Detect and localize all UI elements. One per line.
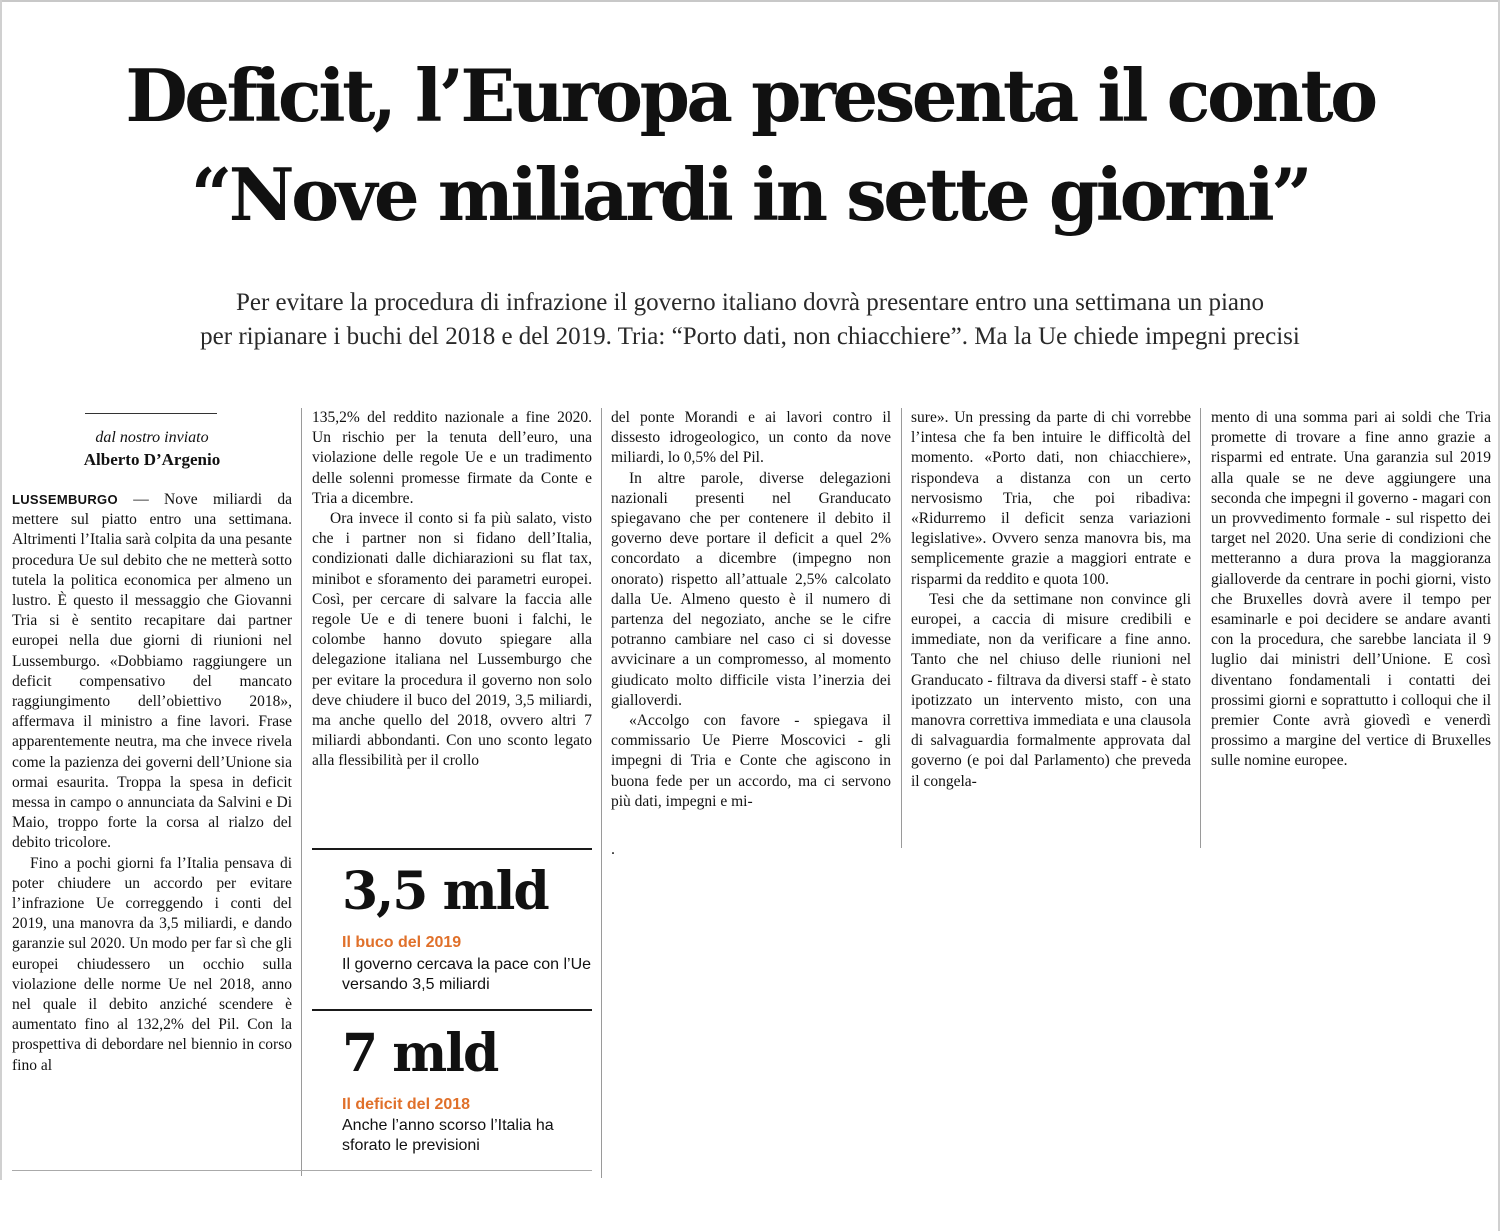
article-paragraph: del ponte Morandi e ai lavori contro il dissesto idrogeologico, un conto da nove miliardi, lo 0,5% del Pil. (611, 409, 891, 467)
article-paragraph: sure». Un pressing da parte di chi vorrebbe l’intesa che fa ben intuire le difficoltà del momento. «Porto dati, non chiacchiere», rispondeva a distanza con un certo nervosismo Tria, che poi ribadiva: «Ridurremo il deficit senza variazioni legislative». Ovvero senza manovra bis, ma semplicemente grazie a maggiori entrate e risparmi da reddito e quota 100. (911, 409, 1191, 588)
factbox-description: Il governo cercava la pace con l’Ue versando 3,5 miliardi (342, 956, 592, 993)
article-column-4 (911, 408, 1191, 792)
headline-line-2: “Nove miliardi in sette giorni” (190, 152, 1310, 237)
factbox-rule (312, 1009, 592, 1011)
article-paragraph: In altre parole, diverse delegazioni nazionali presenti nel Granducato spiegavano che per contenere il debito il governo deve portare il deficit a quel 2% concordato a dicembre (impegno non onorato) rispetto all’attuale 2,5% calcolato dalla Ue. Almeno questo è il numero di partenza del negoziato, anche se le cifre potranno cambiare nel caso ci si dovesse avvicinare a un compromesso, al momento giudicato molto difficile vista l’inerzia dei gialloverdi. (611, 469, 891, 709)
subhead-line-2: per ripianare i buchi del 2018 e del 2019. Tria: “Porto dati, non chiacchiere”. Ma la Ue chiede impegni precisi (200, 323, 1300, 350)
article-paragraph: mento di una somma pari ai soldi che Tria promette di trovare a fine anno grazie a risparmi ed entrate. Una garanzia sul 2019 alla quale se ne deve aggiungere una seconda che impegni il governo - magari con un provvedimento formale - sul rispetto dei target nel 2020. Una serie di condizioni che metteranno a dura prova la maggioranza gialloverde da centrare in pochi giorni, visto che Bruxelles dovrà avere il tempo per esaminarle e poi decidere se andare avanti con la procedura, che sarebbe lanciata il 9 luglio dai ministri dell’Unione. E così diventano fondamentali i contatti dei prossimi giorni e soprattutto i colloqui che il premier Conte avrà giovedì e venerdì prossimo a margine del vertice di Bruxelles sulle nomine europee. (1211, 409, 1491, 770)
headline-line-1: Deficit, l’Europa presenta il conto (125, 53, 1375, 138)
factbox-figure: 7 mld (342, 1023, 498, 1084)
article-paragraph: Ora invece il conto si fa più salato, visto che i partner non si fidano dell’Italia, condizionati dalle dichiarazioni su flat tax, minibot e sforamento dei parametri europei. Così, per cercare di salvare la faccia alle regole Ue e di tenere buoni i falchi, le colombe hanno dovuto spiegare alla delegazione italiana nel Lussemburgo che per evitare la procedura il governo non solo deve chiudere il buco del 2019, 3,5 miliardi, ma anche quello del 2018, ovvero altri 7 miliardi abbondanti. Con uno sconto legato alla flessibilità per il crollo (312, 510, 592, 770)
byline-prefix: dal nostro inviato (95, 429, 209, 446)
frame-top-border (0, 0, 1500, 2)
bottom-rule (12, 1170, 592, 1171)
article-column-2 (312, 408, 592, 772)
subhead-line-1: Per evitare la procedura di infrazione il governo italiano dovrà presentare entro una settimana un piano (235, 289, 1265, 316)
article-paragraph: Fino a pochi giorni fa l’Italia pensava di poter chiudere un accordo per evitare l’infrazione Ue correggendo i conti del 2019, una manovra da 3,5 miliardi, e dando garanzie sul 2020. Un modo per far sì che gli europei chiudessero un occhio sulla violazione delle norme Ue nel 2018, anno nel quale il debito anziché scendere è aumentato fino al 132,2% del Pil. Con la prospettiva di debordare nel biennio in corso fino al (12, 854, 292, 1074)
article-paragraph: 135,2% del reddito nazionale a fine 2020. Un rischio per la tenuta dell’euro, una violazione delle regole Ue e un tradimento delle solenni promesse firmate da Conte e Tria a dicembre. (312, 409, 592, 507)
article-paragraph (12, 490, 292, 854)
article-paragraph: Tesi che da settimane non convince gli europei, a caccia di misure credibili e immediate, non da verificare a fine anno. Tanto che nel chiuso delle riunioni nel Granducato - filtrava da diversi staff - è stato ipotizzato un intervento misto, con una manovra correttiva immediata e una clausola di salvaguardia formalmente approvata dal governo (e poi dal Parlamento) che preveda il congela- (911, 590, 1191, 790)
factbox-label: Il buco del 2019 (342, 934, 462, 951)
byline-author: Alberto D’Argenio (83, 450, 221, 469)
factbox-description: Anche l’anno scorso l’Italia ha sforato le previsioni (342, 1117, 554, 1154)
dateline: LUSSEMBURGO (12, 492, 118, 507)
column-divider (301, 408, 302, 1176)
byline-rule (85, 413, 217, 414)
article-column-3 (611, 408, 891, 812)
factbox-figure: 3,5 mld (342, 861, 548, 922)
column-divider (901, 408, 902, 848)
factbox-rule (312, 848, 592, 850)
factbox-label: Il deficit del 2018 (342, 1096, 471, 1113)
column-divider (1200, 408, 1201, 848)
column-divider (601, 408, 602, 1178)
article-column-5 (1211, 408, 1491, 772)
paragraph-text: — Nove miliardi da mettere sul piatto entro una settimana. Altrimenti l’Italia sarà colpita da una pesante procedura Ue sul debito che ne metterà sotto tutela la politica economica per almeno un lustro. È questo il messaggio che Giovanni Tria si è sentito recapitare dai partner europei nella due giorni di riunioni nel Lussemburgo. «Dobbiamo raggiungere un deficit compensativo del mancato raggiungimento dell’obiettivo 2018», affermava il ministro a fine lavori. Frase apparentemente neutra, ma che invece rivela come la pazienza dei governi dell’Unione sia ormai esaurita. Troppa la spesa in deficit messa in campo o annunciata da Salvini e Di Maio, troppo forte la corsa al rialzo del debito tricolore. (12, 491, 292, 852)
stray-mark: . (611, 841, 615, 858)
article-column-1 (12, 490, 292, 1076)
article-paragraph: «Accolgo con favore - spiegava il commissario Ue Pierre Moscovici - gli impegni di Tria e Conte che agiscono in buona fede per un accordo, ma ci servono più dati, impegni e mi- (611, 712, 891, 810)
